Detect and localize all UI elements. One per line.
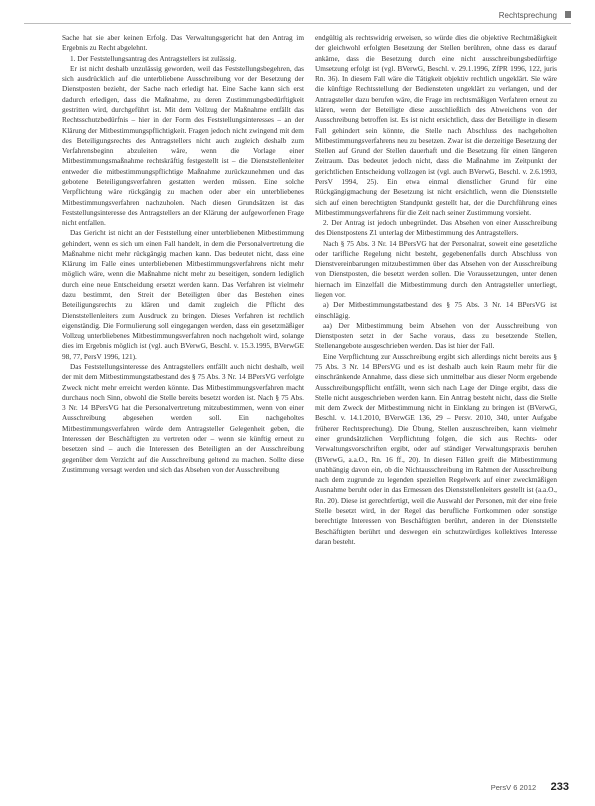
paragraph: Sache hat sie aber keinen Erfolg. Das Verwaltungsgericht hat den Antrag im Ergebnis zu Recht abgelehnt. [62,33,304,53]
section-title: Rechtsprechung [498,11,557,20]
paragraph: Das Feststellungsinteresse des Antragstellers entfällt auch nicht deshalb, weil der mit dem Mitbestimmungstatbestand des § 75 Abs. 3 Nr. 14 BPersVG verfolgte Zweck nicht mehr erreicht werden könnte. Das Mitbestimmungsverfahren macht durchaus noch Sinn, obwohl die Stelle bereits besetzt worden ist. Nach § 75 Abs. 3 Nr. 14 BPersVG hat die Personalvertretung mitzubestimmen, wenn von einer Ausschreibung abgesehen werden soll. Ein nachgeholtes Mitbestimmungsverfahren würde dem Antragsteller Gelegenheit geben, die Interessen der Beschäftigten zu vertreten oder – wenn sie künftig erneut zu besetzen sind – auch die Interessen des Beteiligten an der Ausschreibung gegenüber dem Verzicht auf die Ausschreibung geltend zu machen. Sollte diese Zustimmung versagt werden und sich das Absehen von der Ausschreibung [62,362,304,474]
right-column [315,33,557,547]
section-marker [565,11,571,18]
paragraph: aa) Der Mitbestimmung beim Absehen von der Ausschreibung von Dienstposten setzt in der Sache voraus, dass zu besetzende Stellen, Stellenangebote ausgeschrieben werden. Das ist hier der Fall. [315,320,557,351]
paragraph: a) Der Mitbestimmungstatbestand des § 75 Abs. 3 Nr. 14 BPersVG ist einschlägig. [315,300,557,320]
paragraph: Nach § 75 Abs. 3 Nr. 14 BPersVG hat der Personalrat, soweit eine gesetzliche oder tarifliche Regelung nicht besteht, gegebenenfalls durch Abschluss von Dienstvereinbarungen mitzubestimmen über das Absehen von der Ausschreibung von Dienstposten, die besetzt werden sollen. Die Voraussetzungen, unter denen hiernach im Einzelfall die Mitbestimmung durch den Antragsteller unterliegt, liegen vor. [315,238,557,300]
page-footer [491,777,569,795]
paragraph: 1. Der Feststellungsantrag des Antragstellers ist zulässig. [70,53,237,63]
paragraph: Eine Verpflichtung zur Ausschreibung ergibt sich allerdings nicht bereits aus § 75 Abs. 3 Nr. 14 BPersVG und es ist deshalb auch kein Raum mehr für die einschränkende Annahme, dass diese sich unmittelbar aus dieser Norm ergebende Ausschreibungspflicht entfällt, wenn sich nach Lage der Dinge ergibt, dass die Stelle nicht ausgeschrieben werden kann. Ein Antrag besteht nicht, dass die Stelle mit dem Zweck der Mitbestimmung nicht in Einklang zu bringen ist (BVerwG, Beschl. v. 14.1.2010, BVerwGE 136, 29 – Persv. 2010, 340, unter Aufgabe früherer Rechtsprechung). Die Übung, Stellen auszuschreiben, kann vielmehr einer grundsätzlichen Verpflichtung folgen, die sich aus Rechts- oder Verwaltungsvorschriften ergibt, oder auf ständiger Verwaltungspraxis beruhen (BVerwG, a.a.O., Rn. 16 ff., 20). In diesen Fällen greift die Mitbestimmung unabhängig davon ein, ob die Nichtausschreibung im Rahmen der Ausschreibung nach dem zugrunde zu legenden speziellen Regelwerk auf einer zweckmäßigen Ausnahme beruht oder in das Ermessen des Dienststellenleiters gestellt ist (a.a.O., Rn. 20). Diese ist gerechtfertigt, weil die Auswahl der Personen, mit der eine freie Stelle besetzt wird, in der Regel das berufliche Fortkommen oder sonstige berechtigte Interessen von Beschäftigten berührt, anderen in der Dienststelle Beschäftigten berührt und deswegen ein schutzwürdiges kollektives Interesse daran besteht. [315,351,557,546]
paragraph: Das Gericht ist nicht an der Feststellung einer unterbliebenen Mitbestimmung gehindert, wenn es sich um einen Fall handelt, in dem die Personalvertretung die Maßnahme nicht mehr rückgängig machen kann. Das bedeutet nicht, dass eine Klärung im Falle eines unterbliebenen Mitbestimmungsverfahrens nicht mehr möglich wäre, wenn die Maßnahme nicht mehr zu beseitigen, sondern lediglich durch eine neue Entscheidung ersetzt werden kann. Das Verfahren ist vielmehr dazu bestimmt, den Streit der Beteiligten über das Bestehen eines Beteiligungsrechts zu klären und damit zugleich die Pflicht des Dienststellenleiters zum Ausdruck zu bringen. Dieses Verfahren ist rechtlich eigenständig. Die Formulierung soll eingegangen werden, dass ein gesetzmäßiger Vollzug unterbliebenes Mitbestimmungsverfahren noch nachgeholt wird, solange dies im Ergebnis möglich ist (vgl. auch BVerwG, Beschl. v. 15.3.1995, BVerwGE 98, 77, PersV 1996, 121). [62,228,304,361]
paragraph: endgültig als rechtswidrig erweisen, so würde dies die objektive Rechtmäßigkeit der gleichwohl erfolgten Besetzung der Stellen berühren, ohne dass es darauf ankäme, dass die Besetzung durch eine nicht ausschreibungsbedürftige Umsetzung erfolgt ist (vgl. BVerwG, Beschl. v. 29.1.1996, ZfPR 1996, 122, juris Rn. 36). In diesem Fall wäre die Tätigkeit objektiv rechtlich ungeklärt. Sie wäre die künftige Rechtsstellung der Bediensteten ungeklärt zu verlangen, und der Antragsteller dazu berufen wäre, die Frage im rechtsmäßigen Verfahren erneut zu klären, wenn der Beteiligte diese ausschließlich des Abweichens von der Ausschreibung betroffen ist. Es ist nicht ersichtlich, dass der Beteiligte in diesem Fall gehindert sein könnte, die Stelle nach Abschluss des nachgeholten Mitbestimmungsverfahrens neu zu besetzen. Zwar ist die derzeitige Besetzung der Stellen auf Grund der Stellen dauerhaft und die Besetzung für einen längeren Zeitraum. Das bedeutet jedoch nicht, dass die Maßnahme im Zeitpunkt der gerichtlichen Entscheidung vollzogen ist (vgl. auch BVerwG, Beschl. v. 2.6.1993, PersV 1994, 25). Ein etwa einmal dienstlicher Grund für eine Rückgängigmachung der Besetzung ist nicht ersichtlich, wenn die Dienststelle sich auf einen berechtigten Standpunkt gestellt hat, der die Durchführung eines Mitbestimmungsverfahrens für die Zeit nach seiner Zustimmung vorsieht. [315,33,557,217]
journal-issue: PersV 6 2012 [490,783,537,792]
page-number: 233 [550,781,569,793]
paragraph: Er ist nicht deshalb unzulässig geworden, weil das Feststellungsbegehren, das sich ausdrücklich auf die unterbliebene Ausschreibung vor der Besetzung der Dienstposten bezieht, der Sache nach erledigt hat. Eine Sache kann sich erst dadurch erledigen, dass die Maßnahme, zu deren Zustimmungsbedürftigkeit gestritten wird, durchgeführt ist. Mit dem Vollzug der Maßnahme entfällt das Rechtsschutzbedürfnis – hier in der Form des Feststellungsinteresses – an der Klärung der Mitbestimmungspflichtigkeit. Fragen jedoch nicht zwingend mit dem des Beteiligungsrechts des Antragstellers nicht auch zugleich deshalb zum Verfahrensbeginn abzuleiten wäre, wenn die Vorlage einer Mitbestimmungsmaßnahme rechtskräftig festgestellt ist – die Dienststellenleiter entweder die mitbestimmungspflichtige Maßnahme zurückzunehmen und das gebotene Beteiligungsverfahren gestatten werden müssen. Eine solche Verpflichtung wäre rückgängig zu machen oder aber ein unterbliebenes Mitbestimmungsverfahren nachzuholen. Nach diesen Grundsätzen ist das Feststellungsinteresse des Antragstellers an der Klärung der aufgeworfenen Frage nicht entfallen. [62,63,304,228]
page-header [0,0,595,28]
header-rule [24,23,571,24]
paragraph: 2. Der Antrag ist jedoch unbegründet. Das Absehen von einer Ausschreibung des Dienstpostens Z1 unterlag der Mitbestimmung des Antragstellers. [315,218,557,238]
left-column [62,33,304,475]
